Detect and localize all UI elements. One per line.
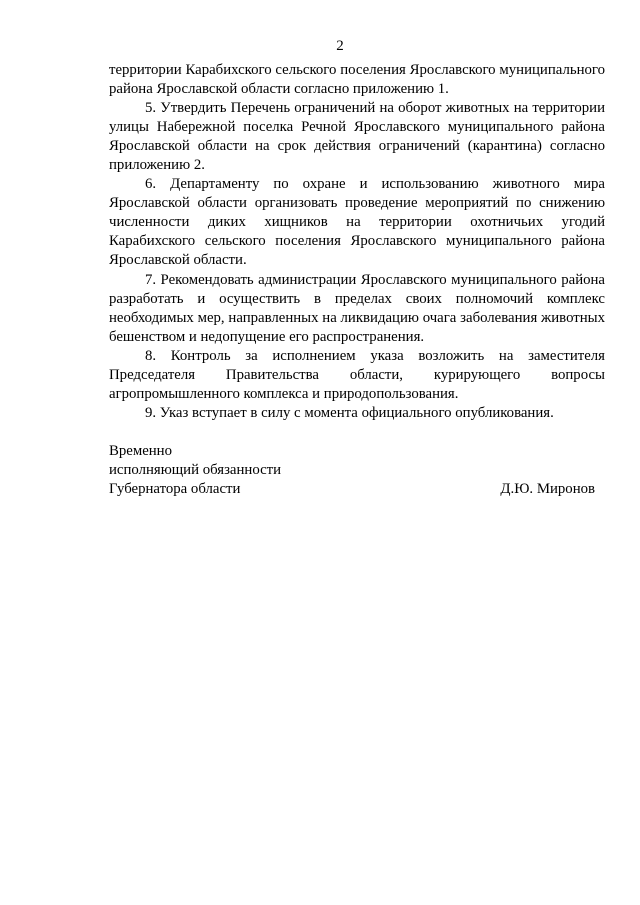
paragraph-item-8: 8. Контроль за исполнением указа возложить на заместителя Председателя Правительства области, курирующего вопросы агропромышленного комплекса и природопользования. <box>109 347 605 402</box>
page-number: 2 <box>336 38 344 54</box>
signature-row <box>109 480 595 499</box>
signature-title-line-1: Временно <box>109 443 173 459</box>
paragraph-item-9: 9. Указ вступает в силу с момента официального опубликования. <box>145 404 554 421</box>
paragraph-continuation: территории Карабихского сельского поселения Ярославского муниципального района Ярославской области согласно приложению 1. <box>109 62 605 98</box>
signature-title-line-3: Губернатора области <box>109 481 241 497</box>
paragraph-item-7: 7. Рекомендовать администрации Ярославского муниципального района разработать и осуществить в пределах своих полномочий комплекс необходимых мер, направленных на ликвидацию очага заболевания животных бешенством и недопущение его распространения. <box>109 271 605 345</box>
signature-title-line-2: исполняющий обязанности <box>109 462 282 478</box>
signature-block <box>109 442 595 499</box>
paragraph-item-6: 6. Департаменту по охране и использованию животного мира Ярославской области организовать проведение мероприятий по снижению численности диких хищников на территории охотничьих угодий Карабихского сельского поселения Ярославского муниципального района Ярославской области. <box>109 176 605 269</box>
document-body <box>109 61 605 423</box>
paragraph-item-5: 5. Утвердить Перечень ограничений на оборот животных на территории улицы Набережной поселка Речной Ярославского муниципального района Ярославской области на срок действия ограничений (карантина) согласно приложению 2. <box>109 100 605 174</box>
signatory-name: Д.Ю. Миронов <box>500 481 595 497</box>
